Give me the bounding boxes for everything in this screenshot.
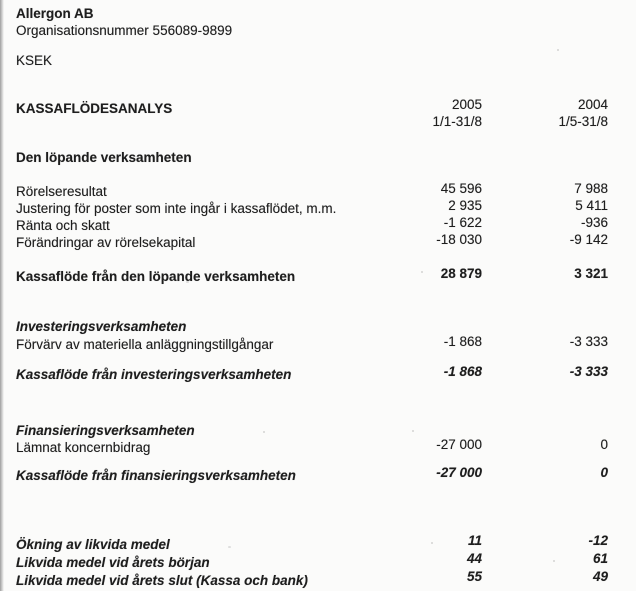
- row-value-2004: 49: [592, 569, 608, 584]
- row-value-2004: -936: [580, 215, 608, 230]
- row-label: Rörelseresultat: [16, 184, 107, 199]
- section-header-investing: [16, 319, 630, 334]
- row-value-2005: -18 030: [436, 232, 482, 247]
- row-label: Förändringar av rörelsekapital: [16, 235, 196, 250]
- table-row: [16, 232, 630, 250]
- row-value-2005: -27 000: [436, 465, 482, 480]
- scan-speck: [173, 433, 176, 435]
- scan-edge-artifact: [0, 0, 4, 591]
- row-value-2004: 7 988: [574, 181, 608, 196]
- currency-unit: KSEK: [16, 53, 53, 68]
- row-label: Likvida medel vid årets slut (Kassa och bank): [16, 573, 308, 588]
- summary-row-liquid-funds-start: [16, 551, 630, 570]
- scan-speck: [186, 281, 189, 283]
- statement-title: KASSAFLÖDESANALYS: [16, 101, 173, 116]
- row-label: Kassaflöde från den löpande verksamheten: [16, 269, 296, 284]
- row-label: Den löpande verksamheten: [16, 150, 192, 165]
- column-header-year-2004: 2004: [577, 97, 608, 112]
- row-value-2004: 0: [600, 465, 608, 480]
- total-row-investing: [16, 364, 630, 382]
- table-row: [16, 437, 630, 455]
- scan-speck: [431, 542, 433, 544]
- row-label: Kassaflöde från finansieringsverksamheten: [16, 468, 296, 483]
- section-header-financing: [16, 423, 630, 438]
- table-row: [16, 198, 630, 216]
- row-label: Kassaflöde från investeringsverksamheten: [16, 367, 292, 382]
- scan-speck: [553, 560, 555, 562]
- row-value-2005: 11: [467, 533, 482, 548]
- row-value-2004: 0: [600, 437, 608, 452]
- company-name: Allergon AB: [16, 6, 94, 21]
- row-value-2005: 28 879: [440, 266, 482, 281]
- row-value-2004: -12: [588, 533, 608, 548]
- row-value-2004: -9 142: [569, 232, 608, 247]
- row-value-2004: -3 333: [569, 334, 608, 349]
- row-value-2005: 44: [466, 551, 482, 566]
- scan-speck: [421, 271, 423, 273]
- row-label: Ränta och skatt: [16, 218, 110, 233]
- row-label: Förvärv av materiella anläggningstillgångar: [16, 337, 274, 352]
- scan-speck: [557, 49, 559, 51]
- column-header-period-2005: 1/1-31/8: [432, 114, 482, 129]
- total-row-operating: [16, 266, 630, 284]
- row-value-2004: 3 321: [574, 266, 608, 281]
- row-value-2005: 45 596: [440, 181, 482, 196]
- column-header-period-2004: 1/5-31/8: [558, 114, 608, 129]
- summary-row-change-in-liquid-funds: [16, 533, 630, 552]
- row-value-2005: 55: [466, 569, 482, 584]
- row-label: Ökning av likvida medel: [16, 537, 170, 552]
- scan-speck: [228, 546, 231, 548]
- row-value-2005: -27 000: [436, 437, 482, 452]
- row-value-2005: -1 868: [443, 364, 482, 379]
- row-value-2005: -1 622: [443, 215, 482, 230]
- total-row-financing: [16, 465, 630, 483]
- column-header-year-2005: 2005: [451, 97, 482, 112]
- row-value-2004: 5 411: [575, 198, 608, 213]
- row-value-2004: 61: [592, 551, 608, 566]
- row-value-2005: -1 868: [443, 334, 482, 349]
- row-label: Investeringsverksamheten: [16, 319, 187, 334]
- row-label: Justering för poster som inte ingår i kassaflödet, m.m.: [16, 201, 337, 216]
- scan-speck: [263, 431, 265, 433]
- table-row: [16, 181, 630, 199]
- org-number: Organisationsnummer 556089-9899: [16, 23, 233, 38]
- scan-speck: [412, 430, 414, 432]
- row-value-2004: -3 333: [569, 364, 608, 379]
- row-label: Likvida medel vid årets början: [16, 555, 210, 570]
- table-row: [16, 334, 630, 352]
- section-header-operating: [16, 150, 630, 165]
- row-label: Lämnat koncernbidrag: [16, 440, 151, 455]
- summary-row-liquid-funds-end: [16, 569, 630, 588]
- row-value-2005: 2 935: [448, 198, 482, 213]
- table-row: [16, 215, 630, 233]
- row-label: Finansieringsverksamheten: [16, 423, 195, 438]
